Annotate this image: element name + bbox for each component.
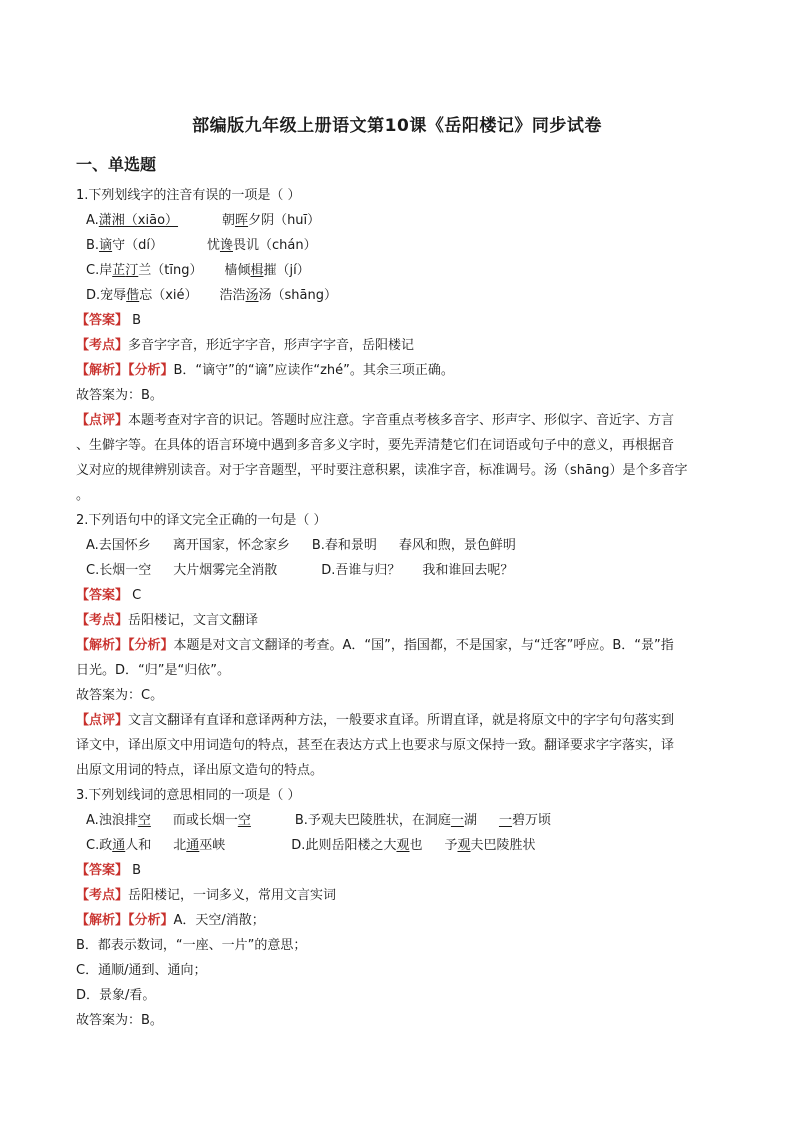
q1-stem: 1.下列划线字的注音有误的一项是（ ） [76, 188, 301, 203]
q1-topic: 【考点】多音字字音，形近字字音，形声字字音，岳阳楼记 [76, 338, 415, 353]
q3-conclusion: 故答案为：B。 [76, 1013, 163, 1028]
q1-analysis: 【解析】【分析】B．“谪守”的“谪”应读作“zhé”。其余三项正确。 [76, 363, 454, 378]
q1-option-b: B.谪守（dí） 忧谗畏讥（chán） [86, 238, 317, 253]
q2-comment-3: 出原文用词的特点，译出原文造句的特点。 [76, 763, 324, 778]
q3-stem: 3.下列划线词的意思相同的一项是（ ） [76, 788, 301, 803]
q1-comment-1: 【点评】本题考查对字音的识记。答题时应注意。字音重点考核多音字、形声字、形似字、音近字、方言 [76, 413, 675, 428]
q3-analysis-2: B．都表示数词，“一座、一片”的意思； [76, 938, 307, 953]
q3-answer: 【答案】 B [76, 863, 142, 878]
q3-options-ab: A.浊浪排空 而或长烟一空 B.予观夫巴陵胜状，在洞庭一湖 一碧万顷 [86, 813, 551, 828]
q1-comment-3: 义对应的规律辨别读音。对于字音题型，平时要注意积累，读准字音，标准调号。汤（shāng）是个多音字 [76, 463, 688, 478]
q2-stem: 2.下列语句中的译文完全正确的一句是（ ） [76, 513, 327, 528]
q1-conclusion: 故答案为：B。 [76, 388, 163, 403]
q3-topic: 【考点】岳阳楼记，一词多义，常用文言实词 [76, 888, 337, 903]
q1-comment-2: 、生僻字等。在具体的语言环境中遇到多音多义字时，要先弄清楚它们在词语或句子中的意义，再根据音 [76, 438, 675, 453]
section-heading: 一、单选题 [76, 155, 157, 174]
q1-option-c: C.岸芷汀兰（tīng） 樯倾楫摧（jí） [86, 263, 310, 278]
q2-analysis-2: 日光。D．“归”是“归依”。 [76, 663, 230, 678]
q1-option-d: D.宠辱偕忘（xié） 浩浩汤汤（shāng） [86, 288, 338, 303]
q3-analysis-3: C．通顺/通到、通向； [76, 963, 207, 978]
q3-analysis-4: D．景象/看。 [76, 988, 156, 1003]
q3-analysis-1: 【解析】【分析】A．天空/消散； [76, 913, 265, 928]
q2-topic: 【考点】岳阳楼记，文言文翻译 [76, 613, 259, 628]
q2-answer: 【答案】 C [76, 588, 142, 603]
q2-options-cd: C.长烟一空 大片烟雾完全消散 D.吾谁与归？ 我和谁回去呢？ [86, 563, 514, 578]
q2-comment-2: 译文中，译出原文中用词造句的特点，甚至在表达方式上也要求与原文保持一致。翻译要求字字落实，译 [76, 738, 675, 753]
q2-comment-1: 【点评】文言文翻译有直译和意译两种方法，一般要求直译。所谓直译，就是将原文中的字字句句落实到 [76, 713, 675, 728]
page-title: 部编版九年级上册语文第10课《岳阳楼记》同步试卷 [192, 116, 602, 136]
q3-options-cd: C.政通人和 北通巫峡 D.此则岳阳楼之大观也 予观夫巴陵胜状 [86, 838, 536, 853]
q1-comment-4: 。 [76, 488, 90, 503]
q2-options-ab: A.去国怀乡 离开国家，怀念家乡 B.春和景明 春风和煦，景色鲜明 [86, 538, 516, 553]
q2-conclusion: 故答案为：C。 [76, 688, 164, 703]
q2-analysis-1: 【解析】【分析】本题是对文言文翻译的考查。A．“国”，指国都，不是国家，与“迁客”呼应。B．“景”指 [76, 638, 674, 653]
q1-option-a: A.潇湘（xiāo） 朝晖夕阴（huī） [86, 213, 321, 228]
q1-answer: 【答案】 B [76, 313, 142, 328]
